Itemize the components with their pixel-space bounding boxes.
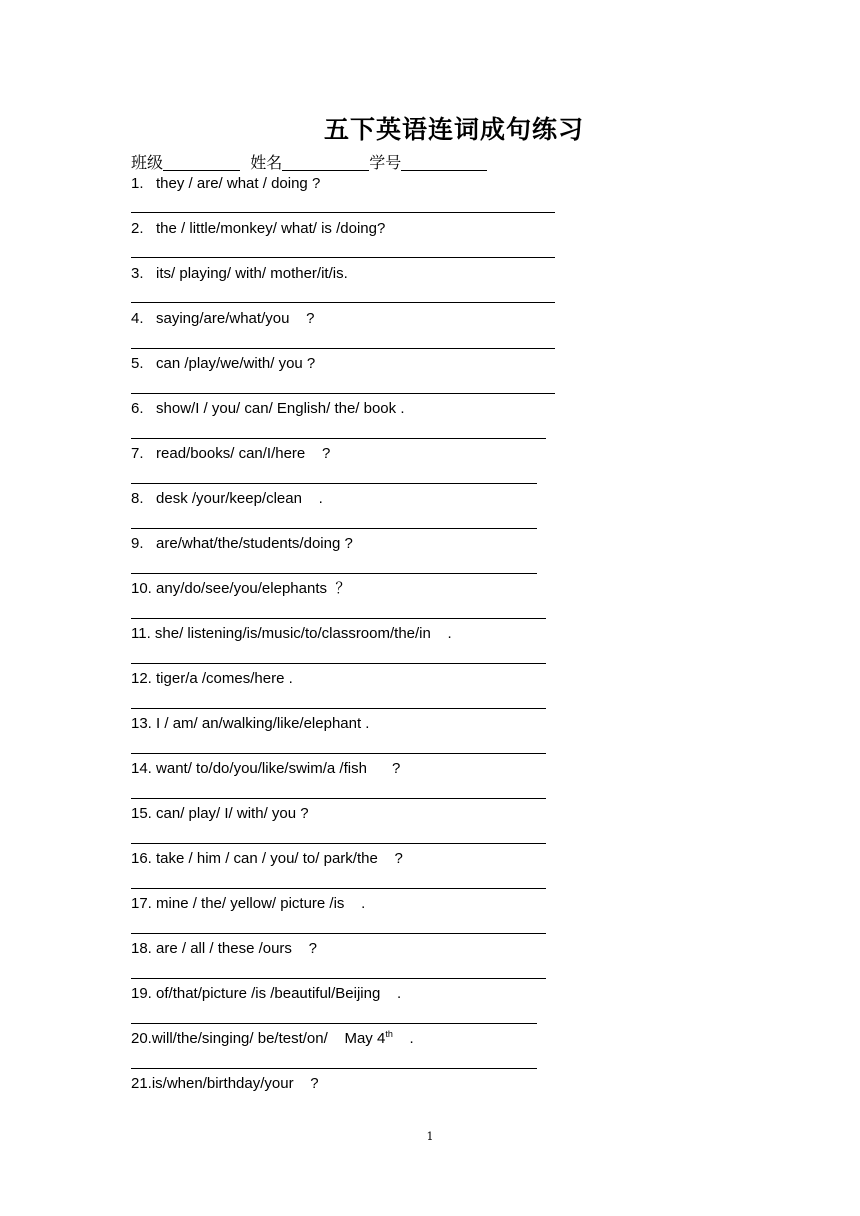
- number-label: 学号: [369, 153, 402, 172]
- answer-line-5: [131, 393, 555, 394]
- answer-line-4: [131, 348, 555, 349]
- student-info-line: [131, 150, 487, 173]
- answer-line-11: [131, 663, 546, 664]
- answer-line-19: [131, 1023, 537, 1024]
- question-5: 5. can /play/we/with/ you ?: [131, 355, 316, 372]
- answer-line-9: [131, 573, 537, 574]
- answer-line-17: [131, 933, 546, 934]
- question-10: 10. any/do/see/you/elephants ？: [131, 580, 351, 597]
- answer-line-20: [131, 1068, 537, 1069]
- number-blank: [401, 154, 487, 171]
- question-3: 3. its/ playing/ with/ mother/it/is.: [131, 265, 348, 282]
- question-13: 13. I / am/ an/walking/like/elephant .: [131, 715, 370, 732]
- answer-line-14: [131, 798, 546, 799]
- question-4: 4. saying/are/what/you ?: [131, 310, 315, 327]
- ordinal-suffix: th: [385, 1029, 393, 1039]
- question-6: 6. show/I / you/ can/ English/ the/ book .: [131, 400, 405, 417]
- question-20-tail: .: [392, 1030, 414, 1047]
- class-blank: [163, 154, 240, 171]
- answer-line-7: [131, 483, 537, 484]
- answer-line-15: [131, 843, 546, 844]
- question-20-text: 20.will/the/singing/ be/test/on/ May 4: [131, 1030, 386, 1047]
- question-7: 7. read/books/ can/I/here ?: [131, 445, 331, 462]
- answer-line-6: [131, 438, 546, 439]
- answer-line-18: [131, 978, 546, 979]
- name-label: 姓名: [250, 153, 283, 172]
- answer-line-1: [131, 212, 555, 213]
- question-18: 18. are / all / these /ours ?: [131, 940, 317, 957]
- answer-line-16: [131, 888, 546, 889]
- question-17: 17. mine / the/ yellow/ picture /is .: [131, 895, 366, 912]
- question-16: 16. take / him / can / you/ to/ park/the ?: [131, 850, 403, 867]
- question-12: 12. tiger/a /comes/here .: [131, 670, 293, 687]
- question-1: 1. they / are/ what / doing ?: [131, 175, 321, 192]
- answer-line-2: [131, 257, 555, 258]
- class-label: 班级: [131, 153, 164, 172]
- question-9: 9. are/what/the/students/doing ?: [131, 535, 353, 552]
- page-number: 1: [426, 1130, 434, 1143]
- answer-line-3: [131, 302, 555, 303]
- question-11: 11. she/ listening/is/music/to/classroom/the/in .: [131, 625, 452, 642]
- question-2: 2. the / little/monkey/ what/ is /doing?: [131, 220, 386, 237]
- question-8: 8. desk /your/keep/clean .: [131, 490, 323, 507]
- page-title: 五下英语连词成句练习: [323, 115, 584, 144]
- answer-line-13: [131, 753, 546, 754]
- question-21: 21.is/when/birthday/your ?: [131, 1075, 319, 1092]
- name-blank: [282, 154, 369, 171]
- question-19: 19. of/that/picture /is /beautiful/Beijing .: [131, 985, 402, 1002]
- answer-line-8: [131, 528, 537, 529]
- question-20: [131, 1030, 414, 1048]
- answer-line-10: [131, 618, 546, 619]
- question-14: 14. want/ to/do/you/like/swim/a /fish ?: [131, 760, 401, 777]
- question-15: 15. can/ play/ I/ with/ you ?: [131, 805, 309, 822]
- answer-line-12: [131, 708, 546, 709]
